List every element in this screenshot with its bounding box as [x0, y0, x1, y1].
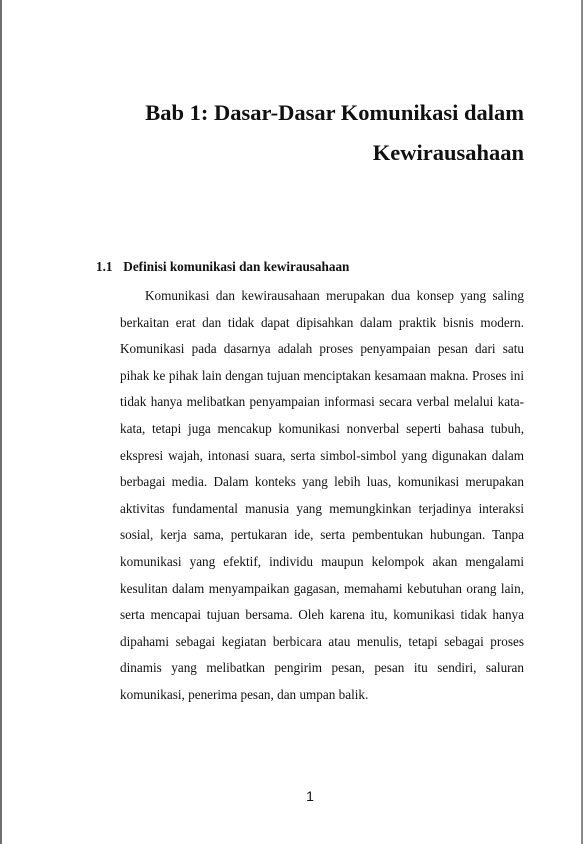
section-number: 1.1 [96, 259, 113, 274]
page-number: 1 [306, 788, 314, 804]
section-heading [96, 257, 536, 277]
section-paragraph: Komunikasi dan kewirausahaan merupakan dua konsep yang saling berkaitan erat dan tidak dapat dipisahkan dalam praktik bisnis modern. Komunikasi pada dasarnya adalah proses penyampaian pesan dari satu pihak ke pihak lain dengan tujuan menciptakan kesamaan makna. Proses ini tidak hanya melibatkan penyampaian informasi secara verbal melalui kata-kata, tetapi juga mencakup komunikasi nonverbal seperti bahasa tubuh, ekspresi wajah, intonasi suara, serta simbol-simbol yang digunakan dalam berbagai media. Dalam konteks yang lebih luas, komunikasi merupakan aktivitas fundamental manusia yang memungkinkan terjadinya interaksi sosial, kerja sama, pertukaran ide, serta pembentukan hubungan. Tanpa komunikasi yang efektif, individu maupun kelompok akan mengalami kesulitan dalam menyampaikan gagasan, memahami kebutuhan orang lain, serta mencapai tujuan bersama. Oleh karena itu, komunikasi tidak hanya dipahami sebagai kegiatan berbicara atau menulis, tetapi sebagai proses dinamis yang melibatkan pengirim pesan, pesan itu sendiri, saluran komunikasi, penerima pesan, dan umpan balik. [120, 288, 524, 702]
section-title: Definisi komunikasi dan kewirausahaan [123, 259, 350, 274]
page-left-border [0, 0, 2, 844]
chapter-title: Bab 1: Dasar-Dasar Komunikasi dalam Kewirausahaan [145, 100, 524, 165]
